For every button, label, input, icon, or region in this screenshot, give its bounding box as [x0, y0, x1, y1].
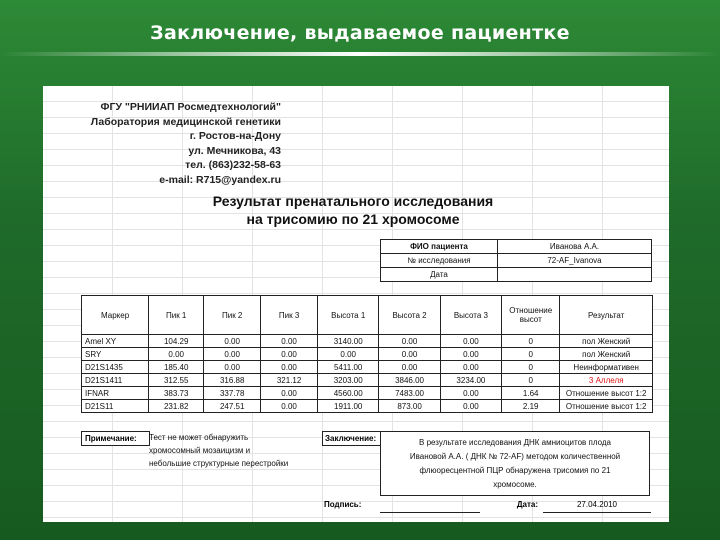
table-cell: 312.55: [149, 374, 204, 387]
table-cell: 5411.00: [318, 361, 379, 374]
conclusion-text: [380, 431, 650, 496]
table-cell: 321.12: [261, 374, 318, 387]
patient-study-label: № исследования: [381, 254, 498, 268]
lab-line-2: Лаборатория медицинской генетики: [90, 115, 281, 128]
result-cell: Отношение высот 1:2: [560, 387, 653, 400]
table-cell: 0.00: [261, 400, 318, 413]
table-header-cell: Пик 2: [204, 296, 261, 335]
table-cell: 0.00: [318, 348, 379, 361]
marker-cell: SRY: [82, 348, 149, 361]
lab-line-4: ул. Мечникова, 43: [188, 144, 281, 157]
lab-header: [81, 100, 281, 187]
report-title-line-1: Результат пренатального исследования: [212, 193, 494, 209]
result-cell: 3 Аллеля: [560, 374, 653, 387]
table-header-cell: Маркер: [82, 296, 149, 335]
table-cell: 1.64: [502, 387, 560, 400]
table-header-row: [82, 296, 653, 335]
table-header-cell: Результат: [560, 296, 653, 335]
patient-name-row: [381, 240, 652, 254]
table-cell: 337.78: [204, 387, 261, 400]
patient-date-row: [381, 268, 652, 282]
note-text-line-3: небольшие структурные перестройки: [149, 459, 289, 468]
table-cell: 7483.00: [379, 387, 440, 400]
conclusion-label: Заключение:: [322, 431, 382, 446]
table-cell: 0.00: [440, 387, 501, 400]
lab-line-3: г. Ростов-на-Дону: [189, 130, 281, 142]
table-header-cell: Отношение высот: [502, 296, 560, 335]
table-row: [82, 374, 653, 387]
date-value: 27.04.2010: [543, 500, 651, 513]
table-cell: 0.00: [440, 400, 501, 413]
table-cell: 0: [502, 335, 560, 348]
table-cell: 0: [502, 374, 560, 387]
patient-name-value: Иванова А.А.: [498, 240, 652, 254]
report-title-line-2: на трисомию по 21 хромосоме: [246, 211, 460, 227]
conclusion-line-1: В результате исследования ДНК амниоцитов плода: [419, 438, 611, 447]
table-cell: 0.00: [379, 361, 440, 374]
patient-info-table: [380, 239, 652, 282]
patient-date-label: Дата: [381, 268, 498, 282]
patient-date-value: [498, 268, 652, 282]
table-cell: 0.00: [204, 348, 261, 361]
note-label: Примечание:: [81, 431, 150, 446]
table-cell: 247.51: [204, 400, 261, 413]
table-row: [82, 348, 653, 361]
table-cell: 4560.00: [318, 387, 379, 400]
signature-label: Подпись:: [324, 500, 362, 509]
table-row: [82, 387, 653, 400]
conclusion-line-2: Ивановой А.А. ( ДНК № 72-AF) методом количественной: [409, 452, 621, 461]
table-row: [82, 335, 653, 348]
table-cell: 1911.00: [318, 400, 379, 413]
lab-line-5: тел. (863)232-58-63: [185, 159, 281, 171]
patient-study-value: 72-AF_Ivanova: [498, 254, 652, 268]
table-cell: 0.00: [204, 335, 261, 348]
note-text-line-1: Тест не может обнаружить: [149, 433, 249, 442]
marker-cell: D21S1435: [82, 361, 149, 374]
patient-name-label: ФИО пациента: [381, 240, 498, 254]
note-text: [149, 431, 319, 470]
signature-line: [380, 502, 480, 513]
table-row: [82, 361, 653, 374]
result-cell: пол Женский: [560, 335, 653, 348]
table-cell: 316.88: [204, 374, 261, 387]
marker-cell: IFNAR: [82, 387, 149, 400]
table-cell: 0.00: [261, 387, 318, 400]
table-cell: 0.00: [204, 361, 261, 374]
title-underline: [0, 52, 720, 56]
table-cell: 0.00: [261, 348, 318, 361]
table-cell: 3234.00: [440, 374, 501, 387]
table-row: [82, 400, 653, 413]
table-cell: 104.29: [149, 335, 204, 348]
table-header-cell: Высота 1: [318, 296, 379, 335]
patient-study-row: [381, 254, 652, 268]
report-title: [183, 192, 523, 228]
table-cell: 231.82: [149, 400, 204, 413]
conclusion-line-3: флюоресцентной ПЦР обнаружена трисомия по 21: [419, 466, 611, 475]
lab-line-6: e-mail: R715@yandex.ru: [159, 173, 281, 186]
result-cell: Отношение высот 1:2: [560, 400, 653, 413]
table-cell: 0.00: [379, 348, 440, 361]
lab-line-1: ФГУ "РНИИАП Росмедтехнологий": [100, 101, 281, 113]
table-cell: 383.73: [149, 387, 204, 400]
table-cell: 2.19: [502, 400, 560, 413]
result-cell: Неинформативен: [560, 361, 653, 374]
marker-cell: D21S1411: [82, 374, 149, 387]
table-cell: 0.00: [440, 335, 501, 348]
table-cell: 873.00: [379, 400, 440, 413]
table-cell: 0.00: [440, 361, 501, 374]
slide-title: Заключение, выдаваемое пациентке: [150, 22, 570, 44]
table-cell: 0: [502, 348, 560, 361]
report-sheet: [43, 86, 669, 522]
table-cell: 0.00: [379, 335, 440, 348]
date-label: Дата:: [516, 500, 538, 509]
marker-cell: Amel XY: [82, 335, 149, 348]
result-cell: пол Женский: [560, 348, 653, 361]
table-cell: 0.00: [149, 348, 204, 361]
table-cell: 3846.00: [379, 374, 440, 387]
conclusion-line-4: хромосоме.: [493, 480, 537, 489]
table-cell: 0.00: [440, 348, 501, 361]
table-cell: 3140.00: [318, 335, 379, 348]
table-header-cell: Высота 3: [440, 296, 501, 335]
table-cell: 0.00: [261, 335, 318, 348]
table-cell: 0: [502, 361, 560, 374]
table-cell: 3203.00: [318, 374, 379, 387]
marker-cell: D21S11: [82, 400, 149, 413]
table-header-cell: Пик 1: [149, 296, 204, 335]
table-cell: 0.00: [261, 361, 318, 374]
marker-results-table: [81, 295, 653, 413]
table-cell: 185.40: [149, 361, 204, 374]
table-header-cell: Высота 2: [379, 296, 440, 335]
table-header-cell: Пик 3: [261, 296, 318, 335]
note-text-line-2: хромосомный мозаицизм и: [149, 446, 251, 455]
